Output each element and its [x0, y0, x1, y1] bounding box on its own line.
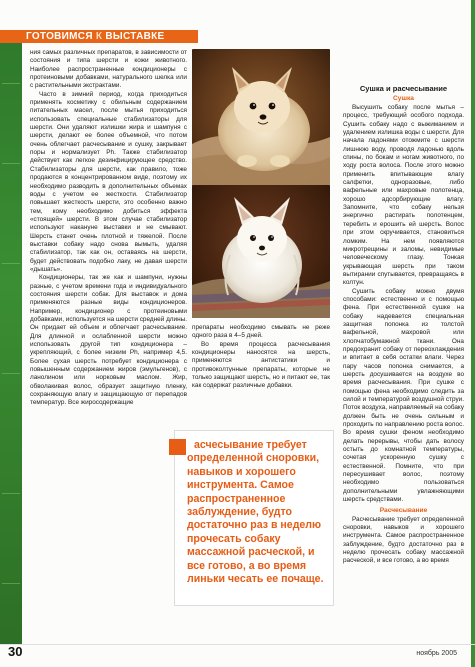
middle-paragraph-1: препараты необходимо смывать не реже одного раза в 4–5 дней. — [192, 324, 330, 340]
right-paragraph-3: Расчесывание требует определенной сноровки, навыков и хорошего инструмента. Самое распространенное заблуждение, будто достаточно раз в неделю прочесать собаку массажной расческой, и все готово, а во время — [343, 515, 464, 565]
section-title-prefix: ГОТОВИМСЯ — [26, 31, 93, 42]
strip-line — [2, 263, 20, 264]
pull-quote-callout — [174, 430, 334, 606]
right-subheading-combing: Расчесывание — [379, 506, 428, 514]
page-number: 30 — [8, 644, 23, 659]
dog-photo-illustration — [192, 49, 330, 186]
left-green-strip — [0, 43, 22, 645]
dog-photo-illustration-2 — [192, 185, 330, 318]
strip-line — [2, 83, 20, 84]
strip-line — [2, 493, 20, 494]
section-title — [26, 30, 165, 43]
section-title-connector: К — [95, 31, 103, 42]
strip-line — [2, 373, 20, 374]
right-paragraph-2: Сушить собаку можно двумя способами: естественно и с помощью фена. При естественной сушке на собаку надевается специальная защитная попонка из толстой вафельной, махровой или хлопчатобумажной ткани. Она предохранит собаку от переохлаждения и впитает в себя остатки влаги. Через пару часов попонка снимается, а шерсть досушивается на воздухе во время расчесывания. При сушке с помощью фена необходимо следить за силой и температурой воздушной струи. Поток воздуха, направляемый на собаку должен быть не очень сильным и проходить по направлению роста волос. Во время сушки феном необходимо делать перерывы, чтобы дать волосу остыть до комнатной температуры, сочетая ускоренную сушку с естественной. Помните, что при пересушивает волос, поэтому необходимо пользоваться дополнительными увлажняющими шерсть средствами. — [343, 287, 464, 504]
callout-text — [187, 439, 329, 586]
dog-on-pillow-photo — [192, 49, 330, 186]
middle-text-column — [192, 324, 330, 391]
right-green-bar — [471, 0, 475, 667]
strip-line — [2, 163, 20, 164]
middle-paragraph-2: Во время процесса расчесывания кондиционеры наносятся на шерсть, применяются антистатики и противоколтунные препараты, которые не только защищают шерсть, но и питают ее, так как содержат различные добавки. — [192, 340, 330, 390]
callout-body: асчесывание требует определенной сноровки, навыков и хорошего инструмента. Самое распространенное заблуждение, будто достаточно раз в неделю прочесать собаку массажной расческой, и все готово, а во время линьки чесать ее почаще. — [187, 439, 324, 586]
right-heading: Сушка и расчесывание — [359, 84, 448, 93]
section-header-band — [0, 30, 198, 43]
callout-accent-bar — [169, 439, 186, 455]
section-title-suffix: ВЫСТАВКЕ — [105, 31, 165, 42]
left-paragraph-2: Часто в зимний период, когда приходиться применять косметику с обильным содержанием питательных масел, после мытья приходиться использовать специальные стабилизаторы для шерсти. Они удаляют излишки жира и шампуня с шерсти, делают ее более объемной, что потом очень облегчает расчесывание и сушку, закрывает поры и нормализует Рh. Также стабилизатор действует как легкое дезинфицирующее средство. Стабилизаторы для шерсти, как правило, тоже продаются в концентрированном виде, поэтому их необходимо разводить в дополнительных объемах воды с учетом ее жесткости. Стабилизатор повышает жесткость шерсти, это особенно важно тем, кому необходимо добиться эффекта «стоящей» шерсти. В этом случае стабилизатор используют накануне выставки и не смывают. Шерсть станет очень плотной и тяжелой. После выставки собаку надо снова вымыть, удаляя стабилизатор, так как он, оставаясь на шерсти, будет действовать подобно лаку, не давая шерсти «дышать». — [30, 90, 187, 273]
white-dog-on-blanket-photo — [192, 185, 330, 318]
right-subheading-drying: Сушка — [393, 95, 414, 102]
strip-line — [2, 583, 20, 584]
left-text-column — [30, 49, 187, 408]
right-text-column — [343, 93, 464, 566]
callout-drop-letter: Р — [187, 439, 194, 451]
left-paragraph-3: Кондиционеры, так же как и шампуни, нужны разные, с учетом времени года и индивидуального состояния шерсти собак. Для выставок и дома применяются разные виды кондиционеров. Например, кондиционер с протеиновыми добавками, используется на шерсти средней длины. Он придает ей объем и облегчает расчесывание. Для длинной и ослабленной шерсти можно использовать другой тип кондиционера – укрепляющий, с более низким Рh, например 4,5. Более сухая шерсть потребует кондиционера с повышенным содержанием жиров (эмульгенов), с ланолином или норковым маслом. Жир, обволакивая волос, образует защитную пленку, сохраняющую влагу и защищающую от перепадов температур. Все жиросодержащие — [30, 274, 187, 407]
footer-rule — [0, 644, 475, 645]
issue-date: ноябрь 2005 — [416, 650, 457, 657]
left-paragraph-1: ния самых различных препаратов, в зависимости от состояния и типа шерсти и кожи животного. Наиболее распространенные кондиционеры с протеиновыми добавками, натурального шелка или с растительными экстрактами. — [30, 49, 187, 90]
right-paragraph-1: Высушить собаку после мытья – процесс, требующий особого подхода. Сушить собаку надо с выжиманием и удалением излишка воды с шерсти. Для начала ладонями отожмите с шерсти лишнюю воду, проводя ладонью вдоль спины, по бокам и ногам животного, по ходу роста волоса. После этого можно применить впитывающие влагу салфетки, одноразовые, либо вафельные или махровые полотенца, хорошо адсорбирующие влагу. Запомните, что собаку нельзя энергично растирать полотенцем, теребить и ерошить ей шерсть. Волос при этом скручивается, становиться ломким. На нем появляются микротрещины и заломы, невидимые человеческому глазу. Тонкая укрывающая шерсть при таком вытирании спутывается, превращаясь в колтун. — [343, 104, 464, 287]
